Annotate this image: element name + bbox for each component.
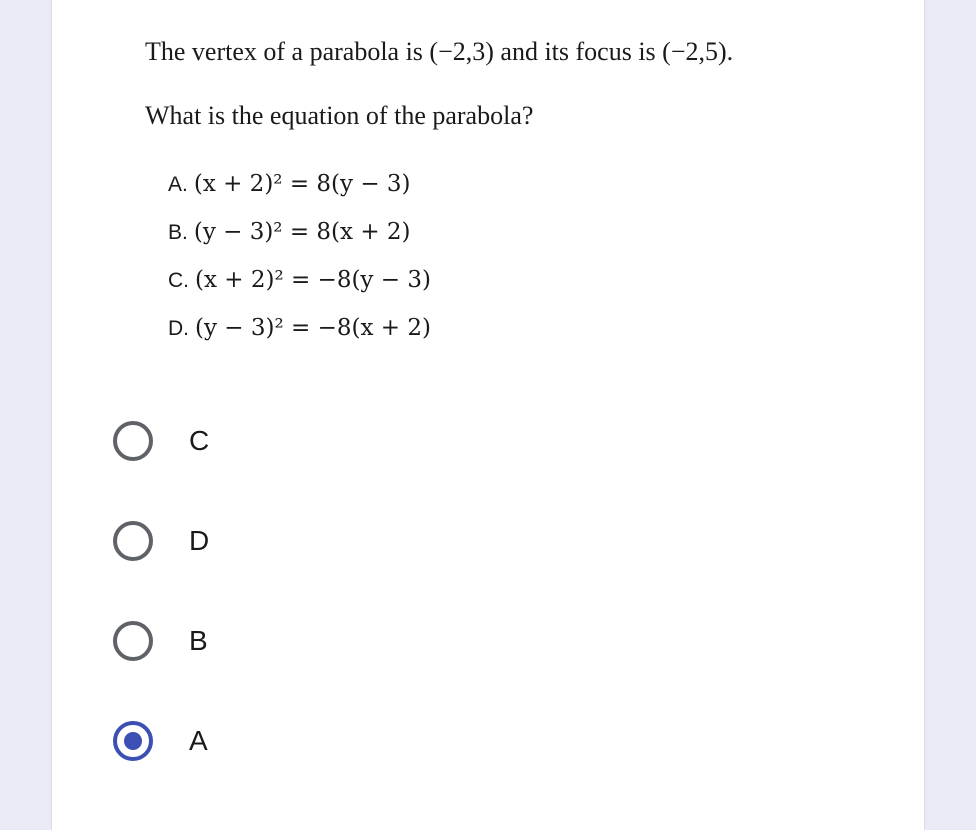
question-statement: The vertex of a parabola is (−2,3) and its focus is (−2,5). [145, 37, 734, 66]
radio-option-a[interactable] [113, 712, 209, 812]
radio-button[interactable] [113, 421, 153, 461]
question-text [145, 32, 885, 136]
choice-list [168, 164, 431, 356]
radio-selected-dot [124, 732, 142, 750]
question-prompt: What is the equation of the parabola? [145, 101, 534, 130]
choice-equation: (y − 3)² = −8(x + 2) [195, 315, 431, 341]
radio-option-b[interactable] [113, 612, 209, 712]
radio-label[interactable]: B [189, 625, 208, 656]
choice-b [168, 212, 431, 260]
choice-d [168, 308, 431, 356]
radio-label[interactable]: C [189, 425, 210, 456]
choice-letter: B. [168, 221, 188, 244]
answer-radio-group [113, 412, 209, 812]
radio-option-d[interactable] [113, 512, 209, 612]
choice-letter: C. [168, 269, 189, 292]
choice-a [168, 164, 431, 212]
radio-button[interactable] [113, 621, 153, 661]
choice-c [168, 260, 431, 308]
radio-button[interactable] [113, 521, 153, 561]
choice-letter: D. [168, 317, 189, 340]
choice-equation: (y − 3)² = 8(x + 2) [193, 219, 411, 245]
question-card [51, 0, 925, 830]
radio-label[interactable]: D [189, 525, 210, 556]
radio-button-selected[interactable] [113, 721, 153, 761]
choice-letter: A. [168, 173, 188, 196]
radio-label[interactable]: A [189, 725, 208, 756]
choice-equation: (x + 2)² = −8(y − 3) [195, 267, 431, 293]
choice-equation: (x + 2)² = 8(y − 3) [193, 171, 411, 197]
radio-option-c[interactable] [113, 412, 209, 512]
